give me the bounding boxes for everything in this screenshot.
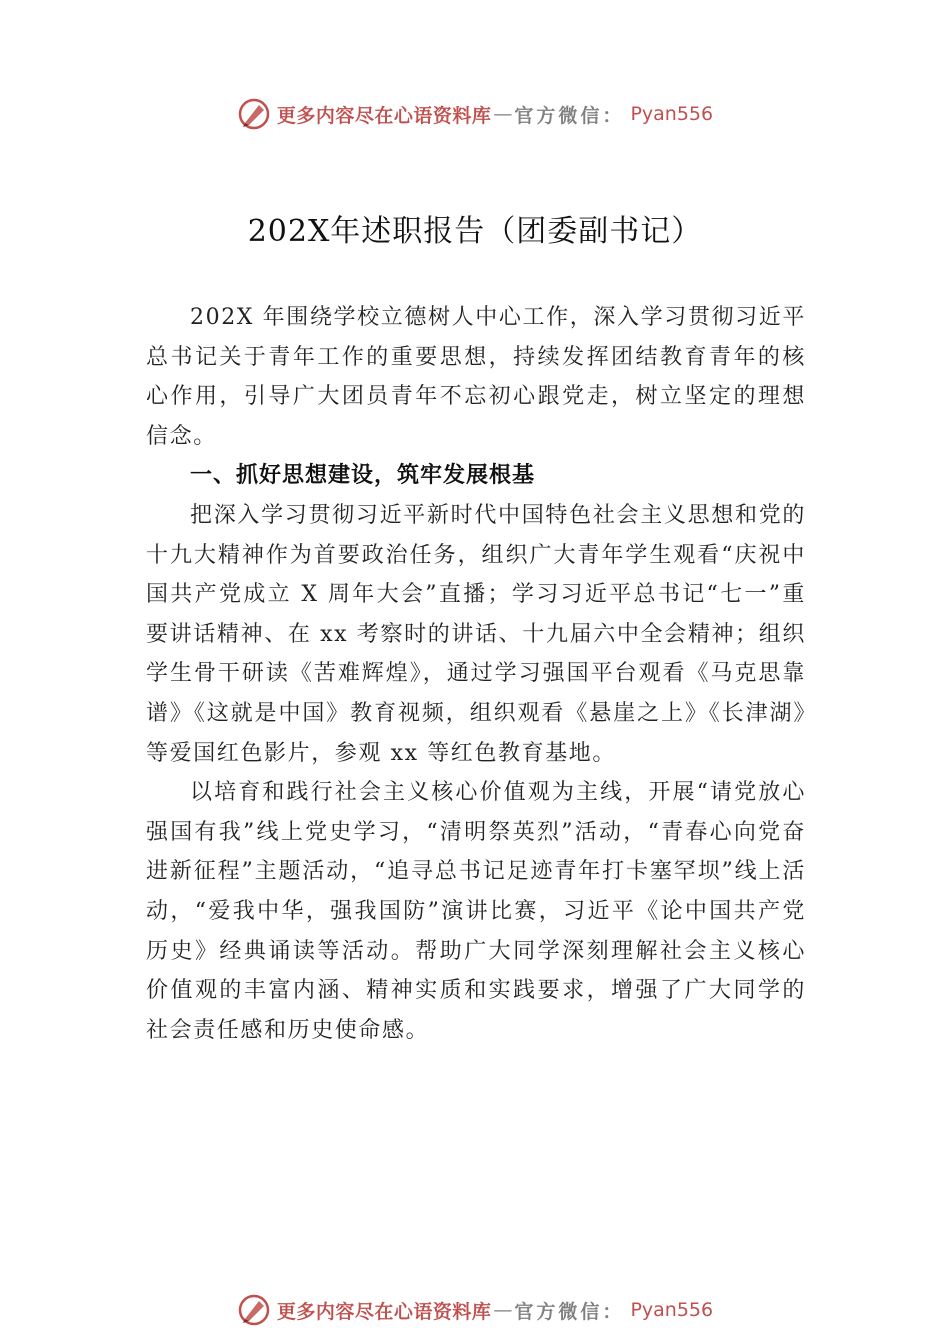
banner-wechat-id: Pyan556 [630,1299,714,1321]
header-banner [0,94,950,134]
document-body [146,298,806,1050]
section-paragraph-2: 以培育和践行社会主义核心价值观为主线，开展“请党放心强国有我”线上党史学习，“清明祭英烈”活动，“青春心向党奋进新征程”主题活动，“追寻总书记足迹青年打卡塞罕坝”线上活动，“爱我中华，强我国防”演讲比赛，习近平《论中国共产党历史》经典诵读等活动。帮助广大同学深刻理解社会主义核心价值观的丰富内涵、精神实质和实践要求，增强了广大同学的社会责任感和历史使命感。 [146,780,806,1043]
banner-label: 官方微信： [514,1300,625,1323]
banner-wechat-id: Pyan556 [630,103,714,125]
banner-separator: — [493,103,513,125]
banner-separator: — [493,1299,513,1321]
document-title: 202X年述职报告（团委副书记） [247,214,703,249]
logo-icon [237,97,271,131]
banner-label: 官方微信： [514,104,625,127]
logo-icon [237,1293,271,1327]
section-paragraph-1: 把深入学习贯彻习近平新时代中国特色社会主义思想和党的十九大精神作为首要政治任务，组织广大青年学生观看“庆祝中国共产党成立 X 周年大会”直播；学习习近平总书记“七一”重要讲话精神、在 xx 考察时的讲话、十九届六中全会精神；组织学生骨干研读《苦难辉煌》，通过学习强国平台观看《马克思靠谱》《这就是中国》教育视频，组织观看《悬崖之上》《长津湖》等爱国红色影片，参观 xx 等红色教育基地。 [146,502,806,766]
banner-brand: 更多内容尽在心语资料库 [276,104,492,127]
intro-paragraph: 202X 年围绕学校立德树人中心工作，深入学习贯彻习近平总书记关于青年工作的重要思想，持续发挥团结教育青年的核心作用，引导广大团员青年不忘初心跟党走，树立坚定的理想信念。 [146,305,806,449]
footer-banner [0,1290,950,1330]
banner-brand: 更多内容尽在心语资料库 [276,1300,492,1323]
section-heading: 一、抓好思想建设，筑牢发展根基 [190,463,536,489]
